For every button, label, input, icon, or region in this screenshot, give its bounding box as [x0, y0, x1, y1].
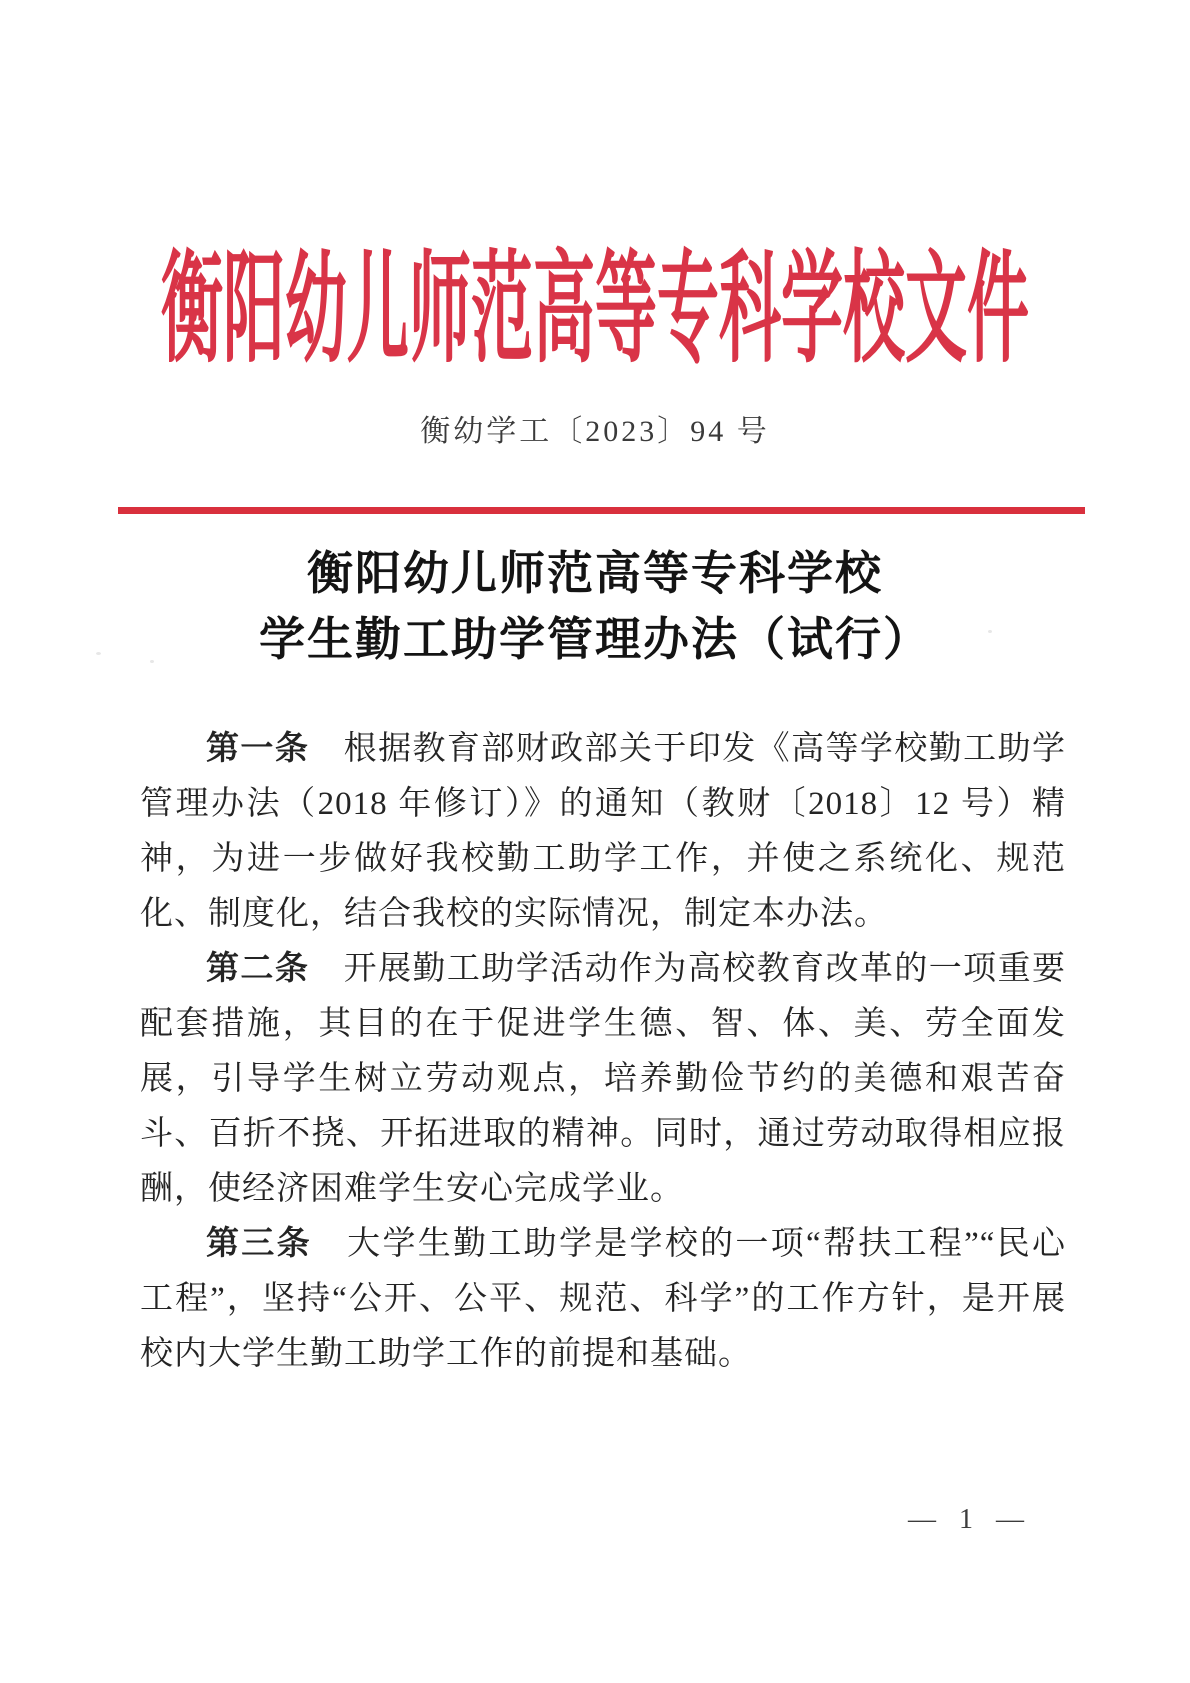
- red-divider-rule: [118, 507, 1085, 514]
- scan-noise-speckle: [96, 652, 101, 655]
- page-number: — 1 —: [908, 1504, 1032, 1535]
- scan-noise-speckle: [988, 630, 992, 633]
- paragraph-text: 根据教育部财政部关于印发《高等学校勤工助学管理办法（2018 年修订）》的通知（教财〔2018〕12 号）精神，为进一步做好我校勤工助学工作，并使之系统化、规范化、制度化，结合我校的实际情况，制定本办法。: [140, 731, 1066, 932]
- scan-noise-speckle: [150, 660, 154, 663]
- document-title-line-1: 衡阳幼儿师范高等专科学校: [307, 548, 883, 599]
- document-title: [0, 541, 1190, 673]
- body-paragraph: [140, 1217, 1066, 1382]
- body-paragraph: [140, 942, 1066, 1217]
- article-number: 第一条: [206, 731, 310, 767]
- paragraph-text: 开展勤工助学活动作为高校教育改革的一项重要配套措施，其目的在于促进学生德、智、体、美、劳全面发展，引导学生树立劳动观点，培养勤俭节约的美德和艰苦奋斗、百折不挠、开拓进取的精神。同时，通过劳动取得相应报酬，使经济困难学生安心完成学业。: [140, 951, 1066, 1207]
- article-number: 第二条: [206, 951, 310, 987]
- document-title-line-2: 学生勤工助学管理办法（试行）: [259, 614, 931, 665]
- article-number: 第三条: [206, 1226, 312, 1262]
- paragraph-text: 大学生勤工助学是学校的一项“帮扶工程”“民心工程”，坚持“公开、公平、规范、科学”的工作方针，是开展校内大学生勤工助学工作的前提和基础。: [140, 1226, 1066, 1372]
- letterhead-title: 衡阳幼儿师范高等专科学校文件: [160, 245, 1029, 378]
- document-number: 衡幼学工〔2023〕94 号: [420, 415, 770, 448]
- body-paragraph: [140, 722, 1066, 942]
- document-body: [140, 722, 1066, 1382]
